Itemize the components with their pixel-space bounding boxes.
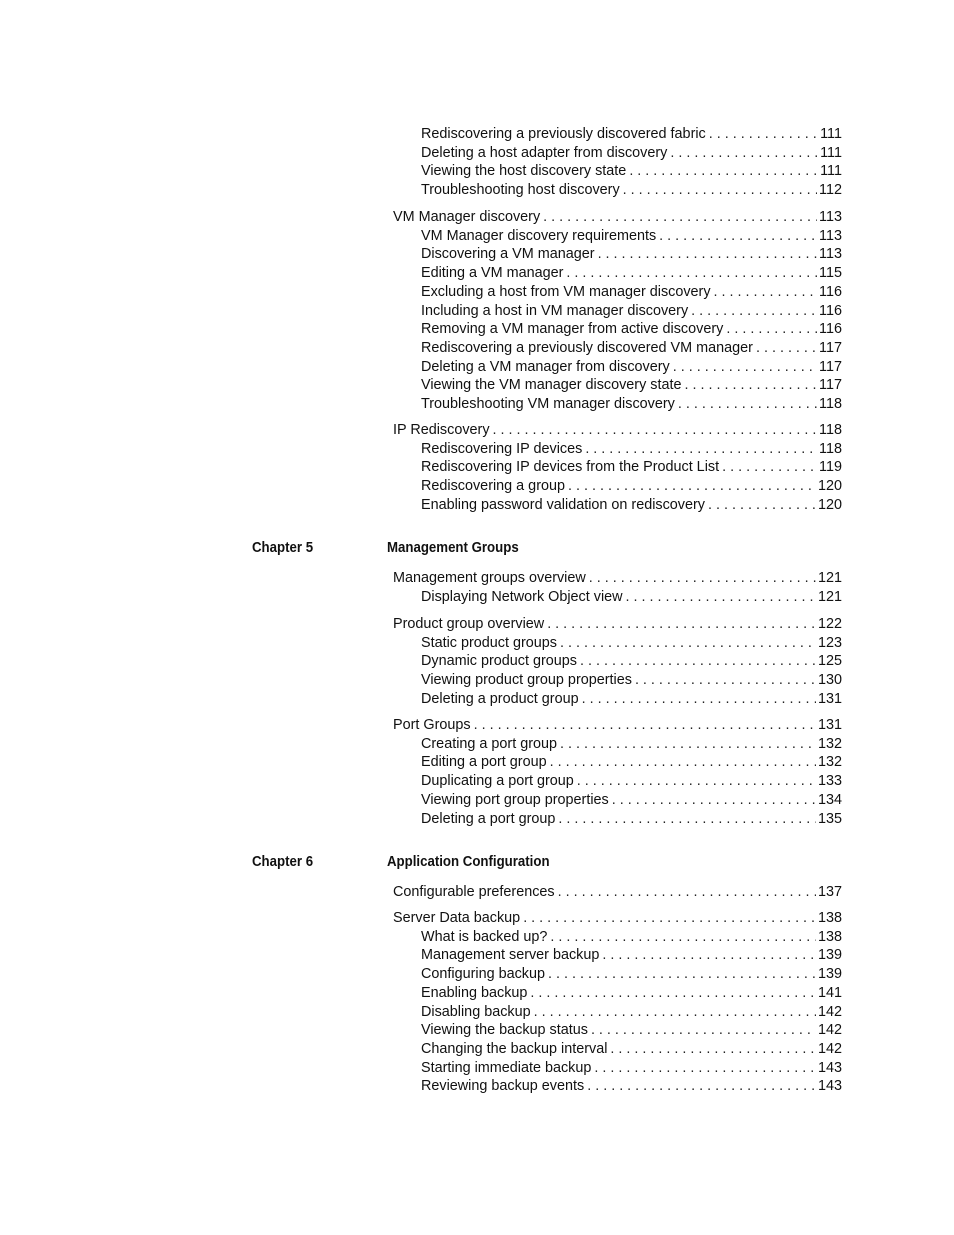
toc-subsection-entry[interactable] xyxy=(421,809,842,829)
dot-leader xyxy=(714,282,818,302)
toc-section-entry[interactable] xyxy=(393,420,842,440)
toc-entry-title: Editing a VM manager xyxy=(421,265,564,282)
dot-leader xyxy=(591,1020,816,1040)
toc-entry-title: Dynamic product groups xyxy=(421,653,577,670)
dot-leader xyxy=(523,908,816,928)
dot-leader xyxy=(610,1039,816,1059)
toc-subsection-entry[interactable] xyxy=(421,752,842,772)
toc-subsection-entry[interactable] xyxy=(421,1002,842,1022)
toc-entry-title: Management server backup xyxy=(421,947,600,964)
toc-subsection-entry[interactable] xyxy=(421,143,842,163)
toc-page-number: 112 xyxy=(819,182,842,199)
toc-subsection-entry[interactable] xyxy=(421,945,842,965)
dot-leader xyxy=(550,752,816,772)
dot-leader xyxy=(635,670,816,690)
dot-leader xyxy=(548,964,816,984)
toc-page-number: 118 xyxy=(819,422,842,438)
toc-page-number: 120 xyxy=(817,496,842,513)
toc-entry-title: Viewing product group properties xyxy=(421,672,632,689)
chapter-title[interactable]: Management Groups xyxy=(387,540,519,556)
toc-entry-title: Rediscovering IP devices xyxy=(421,440,583,457)
toc-entry-title: Discovering a VM manager xyxy=(421,246,595,263)
dot-leader xyxy=(626,587,816,607)
toc-subsection-entry[interactable] xyxy=(421,1058,842,1078)
toc-section-entry[interactable] xyxy=(393,715,842,735)
toc-page-number: 133 xyxy=(817,773,842,790)
toc-page-number: 116 xyxy=(819,321,842,338)
dot-leader xyxy=(568,476,816,496)
toc-subsection-entry[interactable] xyxy=(421,375,842,395)
toc-page-number: 142 xyxy=(817,1022,842,1039)
dot-leader xyxy=(709,124,818,144)
toc-entry-title: Enabling backup xyxy=(421,984,528,1001)
toc-page-number: 134 xyxy=(817,791,842,808)
toc-subsection-entry[interactable] xyxy=(421,476,842,496)
dot-leader xyxy=(558,809,816,829)
chapter-label: Chapter 5 xyxy=(252,540,314,556)
toc-subsection-entry[interactable] xyxy=(421,263,842,283)
dot-leader xyxy=(558,882,816,902)
toc-subsection-entry[interactable] xyxy=(421,651,842,671)
toc-subsection-entry[interactable] xyxy=(421,734,842,754)
toc-page-number: 142 xyxy=(817,1040,842,1057)
dot-leader xyxy=(685,375,818,395)
dot-leader xyxy=(582,689,816,709)
toc-subsection-entry[interactable] xyxy=(421,457,842,477)
dot-leader xyxy=(585,439,817,459)
toc-section-entry[interactable] xyxy=(393,568,842,588)
toc-page-number: 139 xyxy=(817,947,842,964)
toc-entry-title: Rediscovering a previously discovered VM manager xyxy=(421,339,753,356)
toc-page-number: 125 xyxy=(817,653,842,670)
toc-subsection-entry[interactable] xyxy=(421,1039,842,1059)
toc-page-number: 138 xyxy=(817,928,842,945)
toc-page-number: 116 xyxy=(819,283,842,300)
toc-entry-title: VM Manager discovery requirements xyxy=(421,227,657,244)
toc-page-number: 123 xyxy=(817,634,842,651)
toc-entry-title: Deleting a VM manager from discovery xyxy=(421,358,670,375)
toc-page-number: 115 xyxy=(819,265,842,282)
toc-entry-title: Enabling password validation on rediscovery xyxy=(421,496,705,513)
toc-section-entry[interactable] xyxy=(393,882,842,902)
dot-leader xyxy=(726,319,817,339)
dot-leader xyxy=(659,226,817,246)
toc-subsection-entry[interactable] xyxy=(421,226,842,246)
toc-entry-title: Changing the backup interval xyxy=(421,1040,608,1057)
toc-subsection-entry[interactable] xyxy=(421,180,842,200)
toc-entry-title: Displaying Network Object view xyxy=(421,588,623,605)
toc-page-number: 132 xyxy=(817,735,842,752)
toc-entry-title: Deleting a host adapter from discovery xyxy=(421,144,668,161)
toc-entry-title: Rediscovering IP devices from the Product List xyxy=(421,459,720,476)
toc-entry-title: Creating a port group xyxy=(421,735,557,752)
toc-page-number: 113 xyxy=(819,246,842,263)
toc-page-number: 111 xyxy=(820,144,842,161)
dot-leader xyxy=(756,338,817,358)
dot-leader xyxy=(530,983,816,1003)
toc-entry-title: Troubleshooting host discovery xyxy=(421,182,620,199)
toc-page-number: 113 xyxy=(819,227,842,244)
dot-leader xyxy=(547,614,816,634)
toc-page-number: 117 xyxy=(819,377,842,394)
toc-entry-title: Viewing the VM manager discovery state xyxy=(421,377,682,394)
dot-leader xyxy=(678,394,817,414)
dot-leader xyxy=(534,1002,816,1022)
toc-subsection-entry[interactable] xyxy=(421,495,842,515)
toc-entry-title: Starting immediate backup xyxy=(421,1059,592,1076)
toc-page-number: 111 xyxy=(820,163,842,180)
toc-entry-title: Duplicating a port group xyxy=(421,773,574,790)
toc-subsection-entry[interactable] xyxy=(421,587,842,607)
toc-entry-title: Product group overview xyxy=(393,616,545,632)
dot-leader xyxy=(673,357,817,377)
toc-section-entry[interactable] xyxy=(393,207,842,227)
toc-entry-title: Deleting a port group xyxy=(421,810,556,827)
toc-subsection-entry[interactable] xyxy=(421,319,842,339)
toc-subsection-entry[interactable] xyxy=(421,927,842,947)
toc-section-entry[interactable] xyxy=(393,614,842,634)
toc-page-number: 130 xyxy=(817,672,842,689)
toc-subsection-entry[interactable] xyxy=(421,161,842,181)
dot-leader xyxy=(493,420,818,440)
dot-leader xyxy=(670,143,818,163)
toc-entry-title: Management groups overview xyxy=(393,570,586,586)
toc-entry-title: Port Groups xyxy=(393,717,471,733)
toc-entry-title: Server Data backup xyxy=(393,910,521,926)
toc-page-number: 143 xyxy=(817,1059,842,1076)
toc-entry-title: Static product groups xyxy=(421,634,557,651)
toc-entry-title: Reviewing backup events xyxy=(421,1078,585,1095)
dot-leader xyxy=(708,495,816,515)
toc-subsection-entry[interactable] xyxy=(421,301,842,321)
toc-page-number: 143 xyxy=(817,1078,842,1095)
dot-leader xyxy=(577,771,816,791)
toc-subsection-entry[interactable] xyxy=(421,338,842,358)
toc-entry-title: Configurable preferences xyxy=(393,884,555,900)
toc-subsection-entry[interactable] xyxy=(421,771,842,791)
toc-page-number: 111 xyxy=(820,126,842,142)
toc-page-number: 121 xyxy=(817,570,842,586)
dot-leader xyxy=(566,263,817,283)
toc-page-number: 118 xyxy=(819,440,842,457)
toc-subsection-entry[interactable] xyxy=(421,244,842,264)
toc-subsection-entry[interactable] xyxy=(421,394,842,414)
toc-page-number: 132 xyxy=(817,754,842,771)
toc-subsection-entry[interactable] xyxy=(421,964,842,984)
toc-subsection-entry[interactable] xyxy=(421,282,842,302)
toc-entry-title: Editing a port group xyxy=(421,754,547,771)
toc-subsection-entry[interactable] xyxy=(421,1076,842,1096)
toc-entry-title: Configuring backup xyxy=(421,966,545,983)
dot-leader xyxy=(602,945,816,965)
toc-entry-title: VM Manager discovery xyxy=(393,209,541,225)
toc-subsection-entry[interactable] xyxy=(421,439,842,459)
toc-entry-title: Excluding a host from VM manager discovery xyxy=(421,283,711,300)
toc-section-entry[interactable] xyxy=(393,908,842,928)
dot-leader xyxy=(623,180,817,200)
toc-subsection-entry[interactable] xyxy=(421,633,842,653)
dot-leader xyxy=(691,301,817,321)
toc-entry-title: IP Rediscovery xyxy=(393,422,490,438)
toc-entry-title: Viewing the backup status xyxy=(421,1022,588,1039)
toc-subsection-entry[interactable] xyxy=(421,790,842,810)
toc-entry-title: Including a host in VM manager discovery xyxy=(421,302,689,319)
toc-page-number: 139 xyxy=(817,966,842,983)
dot-leader xyxy=(722,457,817,477)
dot-leader xyxy=(474,715,816,735)
toc-page-number: 131 xyxy=(817,717,842,733)
toc-entry-title: Deleting a product group xyxy=(421,690,579,707)
toc-entry-title: Viewing the host discovery state xyxy=(421,163,627,180)
dot-leader xyxy=(580,651,816,671)
toc-entry-title: Troubleshooting VM manager discovery xyxy=(421,396,675,412)
toc-entry-title: Viewing port group properties xyxy=(421,791,609,808)
toc-page-number: 137 xyxy=(817,884,842,900)
dot-leader xyxy=(598,244,817,264)
toc-subsection-entry[interactable] xyxy=(421,357,842,377)
toc-subsection-entry[interactable] xyxy=(421,689,842,709)
dot-leader xyxy=(612,790,816,810)
toc-page-number: 122 xyxy=(817,616,842,632)
dot-leader xyxy=(543,207,817,227)
toc-page-number: 117 xyxy=(819,358,842,375)
dot-leader xyxy=(560,633,816,653)
toc-subsection-entry[interactable] xyxy=(421,983,842,1003)
dot-leader xyxy=(629,161,818,181)
toc-subsection-entry[interactable] xyxy=(421,1020,842,1040)
toc-page-number: 141 xyxy=(817,984,842,1001)
toc-page-number: 119 xyxy=(819,459,842,476)
toc-page-number: 117 xyxy=(819,339,842,356)
toc-page-number: 121 xyxy=(817,588,842,605)
toc-entry-title: What is backed up? xyxy=(421,928,548,945)
chapter-title[interactable]: Application Configuration xyxy=(387,854,550,870)
dot-leader xyxy=(550,927,816,947)
chapter-label: Chapter 6 xyxy=(252,854,314,870)
toc-entry-title: Removing a VM manager from active discovery xyxy=(421,321,724,338)
dot-leader xyxy=(594,1058,816,1078)
dot-leader xyxy=(589,568,816,588)
toc-subsection-entry[interactable] xyxy=(421,124,842,144)
toc-page-number: 113 xyxy=(819,209,842,225)
toc-page-number: 138 xyxy=(817,910,842,926)
toc-entry-title: Disabling backup xyxy=(421,1003,531,1020)
toc-entry-title: Rediscovering a previously discovered fabric xyxy=(421,126,706,142)
toc-subsection-entry[interactable] xyxy=(421,670,842,690)
toc-page-number: 135 xyxy=(817,810,842,827)
toc-page-number: 118 xyxy=(819,396,842,412)
toc-entry-title: Rediscovering a group xyxy=(421,478,565,495)
toc-page-number: 116 xyxy=(819,302,842,319)
toc-page-number: 120 xyxy=(817,478,842,495)
dot-leader xyxy=(560,734,816,754)
toc-page-number: 131 xyxy=(817,690,842,707)
toc-page-number: 142 xyxy=(817,1003,842,1020)
dot-leader xyxy=(587,1076,816,1096)
